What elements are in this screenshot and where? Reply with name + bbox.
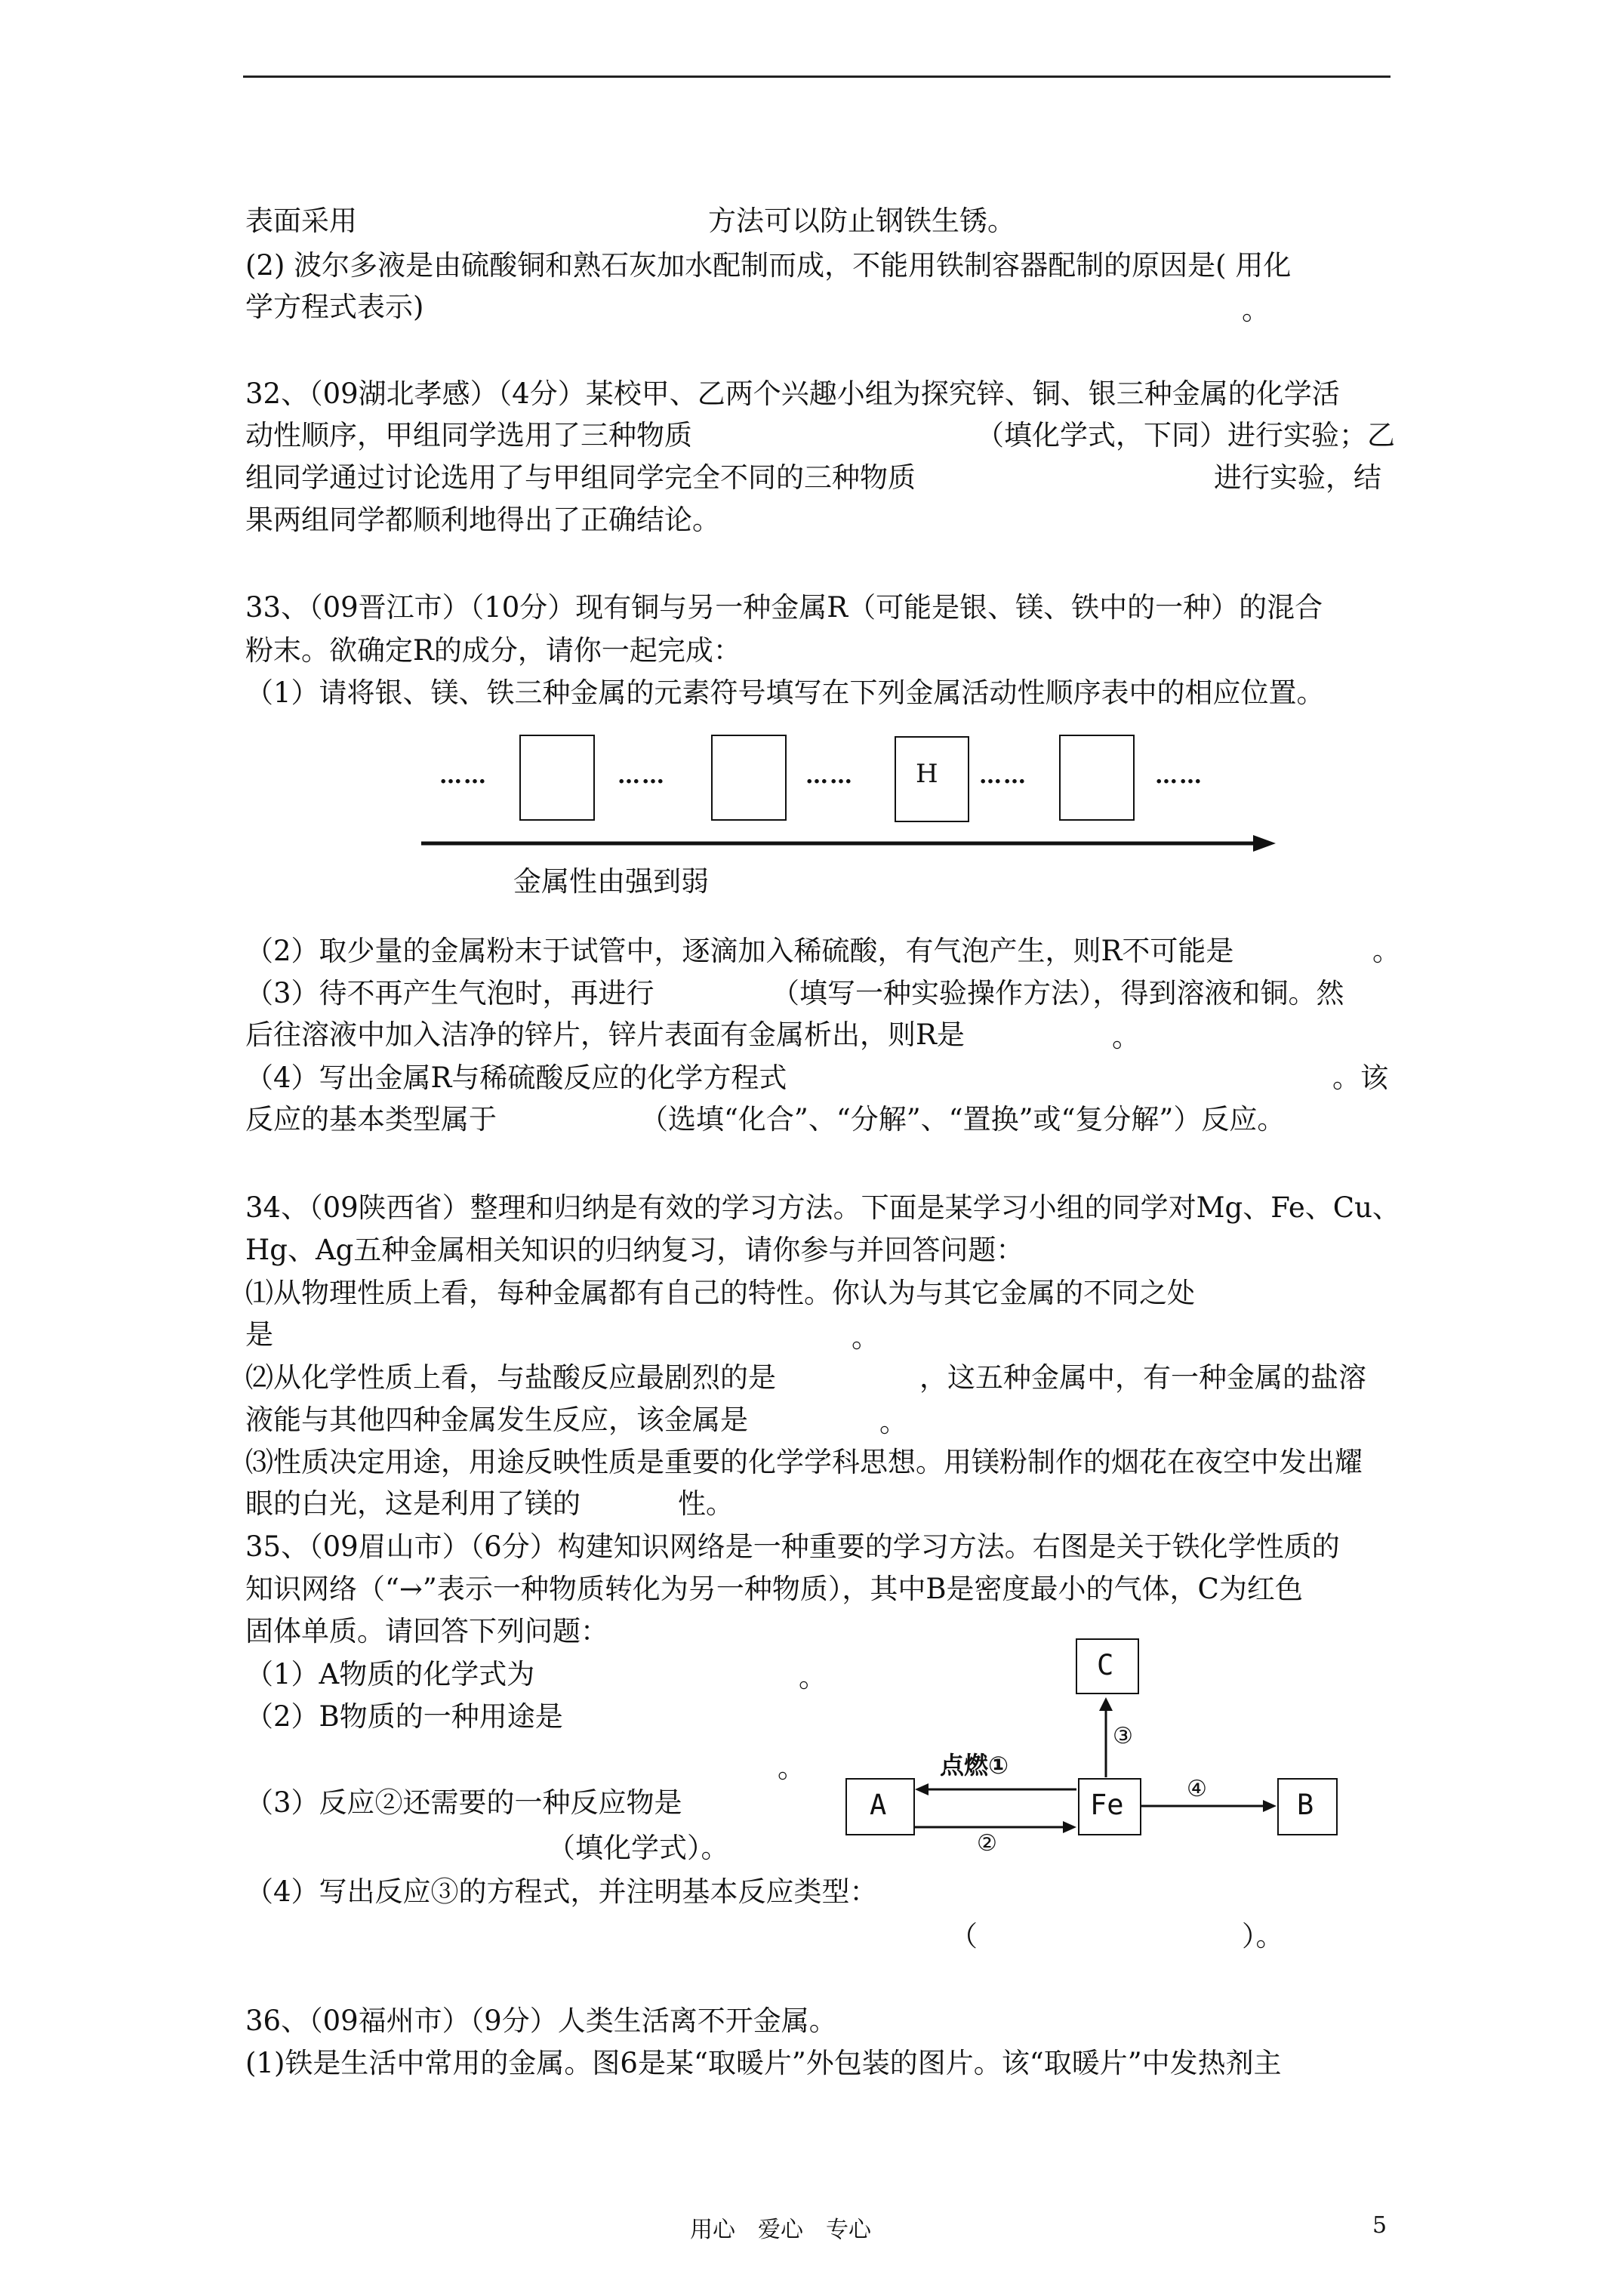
question-34: 34、（09陕西省）整理和归纳是有效的学习方法。下面是某学习小组的同学对Mg、Fe、Cu、: [245, 1191, 1400, 1224]
footer-motto: 用心 爱心 专心: [690, 2217, 871, 2243]
text-line: 。: [852, 1321, 879, 1354]
text-line: 果两组同学都顺利地得出了正确结论。: [245, 504, 720, 536]
text-line: （1）A物质的化学式为: [245, 1658, 535, 1690]
ellipsis-3: ……: [805, 763, 854, 789]
text-line: （填化学式）。: [547, 1832, 729, 1864]
text-line: （1）请将银、镁、铁三种金属的元素符号填写在下列金属活动性顺序表中的相应位置。: [245, 676, 1325, 709]
text-line: (2) 波尔多液是由硫酸铜和熟石灰加水配制而成，不能用铁制容器配制的原因是( 用化: [245, 249, 1292, 282]
text-line: 进行实验，结: [1214, 461, 1381, 494]
node-fe: [1078, 1778, 1141, 1835]
text-line: 。: [1372, 935, 1400, 967]
text-line: ，这五种金属中，有一种金属的盐溶: [919, 1361, 1366, 1394]
text-line: （4）写出金属R与稀硫酸反应的化学方程式: [245, 1062, 787, 1094]
text-line: 。: [778, 1752, 805, 1784]
text-line: Hg、Ag五种金属相关知识的归纳复习，请你参与并回答问题：: [245, 1234, 1024, 1266]
node-c: [1076, 1638, 1139, 1694]
text-line: 表面采用: [245, 205, 357, 237]
strength-arrow-head: [1253, 835, 1276, 852]
question-33: 33、（09晋江市）（10分）现有铜与另一种金属R（可能是银、镁、铁中的一种）的混合: [245, 591, 1323, 624]
text-line: 。该: [1332, 1062, 1388, 1094]
text-line: 。: [1112, 1021, 1140, 1053]
ellipsis-2: ……: [617, 763, 666, 789]
node-b-label: B: [1297, 1789, 1314, 1821]
text-line: 方法可以防止钢铁生锈。: [708, 205, 1015, 237]
text-line: （4）写出反应③的方程式，并注明基本反应类型：: [245, 1875, 878, 1908]
text-line: （3）待不再产生气泡时，再进行: [245, 977, 654, 1009]
arrow-4-head: [1263, 1800, 1277, 1812]
text-line: ）。: [1242, 1920, 1284, 1952]
text-line: （选填“化合”、“分解”、“置换”或“复分解”）反应。: [640, 1103, 1286, 1136]
ellipsis-5: ……: [1155, 763, 1203, 789]
text-line: ⑵从化学性质上看，与盐酸反应最剧烈的是: [245, 1361, 776, 1394]
text-line: 眼的白光，这是利用了镁的: [245, 1487, 581, 1520]
arrow-2-head: [1063, 1821, 1076, 1833]
text-line: 动性顺序，甲组同学选用了三种物质: [245, 419, 692, 451]
text-line: （3）反应②还需要的一种反应物是: [245, 1786, 682, 1819]
text-line: 液能与其他四种金属发生反应，该金属是: [245, 1404, 748, 1436]
arrow-3-label: ③: [1113, 1723, 1133, 1749]
text-line: 粉末。欲确定R的成分，请你一起完成：: [245, 634, 741, 667]
text-line: 。: [879, 1406, 907, 1438]
text-line: 固体单质。请回答下列问题：: [245, 1615, 608, 1647]
node-b: [1277, 1778, 1338, 1835]
ellipsis-4: ……: [979, 763, 1027, 789]
text-line: （2）B物质的一种用途是: [245, 1700, 563, 1733]
text-line: 。: [1242, 294, 1270, 326]
hydrogen-label: H: [916, 759, 938, 789]
text-line: 是: [245, 1318, 273, 1351]
text-line: （填写一种实验操作方法），得到溶液和铜。然: [771, 977, 1344, 1009]
node-a-label: A: [870, 1789, 887, 1821]
arrow-1-head: [915, 1783, 929, 1795]
arrow-1-label: 点燃①: [940, 1751, 1009, 1780]
ellipsis-1: ……: [439, 763, 488, 789]
text-line: 组同学通过讨论选用了与甲组同学完全不同的三种物质: [245, 461, 916, 494]
arrow-3-head: [1099, 1697, 1113, 1711]
series-caption: 金属性由强到弱: [513, 865, 709, 898]
text-line: 后往溶液中加入洁净的锌片，锌片表面有金属析出，则R是: [245, 1019, 965, 1051]
node-c-label: C: [1097, 1649, 1114, 1681]
text-line: （填化学式，下同）进行实验；乙: [976, 419, 1395, 451]
page-number: 5: [1372, 2212, 1387, 2239]
text-line: 学方程式表示): [245, 291, 424, 323]
node-fe-label: Fe: [1090, 1789, 1124, 1821]
text-line: 性。: [678, 1487, 734, 1520]
text-line: ⑶性质决定用途，用途反映性质是重要的化学学科思想。用镁粉制作的烟花在夜空中发出耀: [245, 1446, 1363, 1478]
text-line: ⑴从物理性质上看，每种金属都有自己的特性。你认为与其它金属的不同之处: [245, 1277, 1195, 1309]
text-line: (1)铁是生活中常用的金属。图6是某“取暖片”外包装的图片。该“取暖片”中发热剂主: [245, 2047, 1282, 2079]
node-a: [845, 1778, 915, 1835]
text-line: 反应的基本类型属于: [245, 1103, 497, 1136]
question-32: 32、（09湖北孝感）（4分）某校甲、乙两个兴趣小组为探究锌、铜、银三种金属的化学活: [245, 378, 1340, 410]
text-line: 知识网络（“→”表示一种物质转化为另一种物质），其中B是密度最小的气体，C为红色: [245, 1573, 1303, 1605]
text-line: （2）取少量的金属粉末于试管中，逐滴加入稀硫酸，有气泡产生，则R不可能是: [245, 935, 1234, 967]
arrow-2-label: ②: [977, 1830, 997, 1857]
text-line: 。: [799, 1661, 827, 1693]
text-line: （: [950, 1920, 978, 1952]
question-35: 35、（09眉山市）（6分）构建知识网络是一种重要的学习方法。右图是关于铁化学性质的: [245, 1530, 1340, 1563]
arrow-4-label: ④: [1187, 1776, 1207, 1802]
question-36: 36、（09福州市）（9分）人类生活离不开金属。: [245, 2005, 837, 2037]
